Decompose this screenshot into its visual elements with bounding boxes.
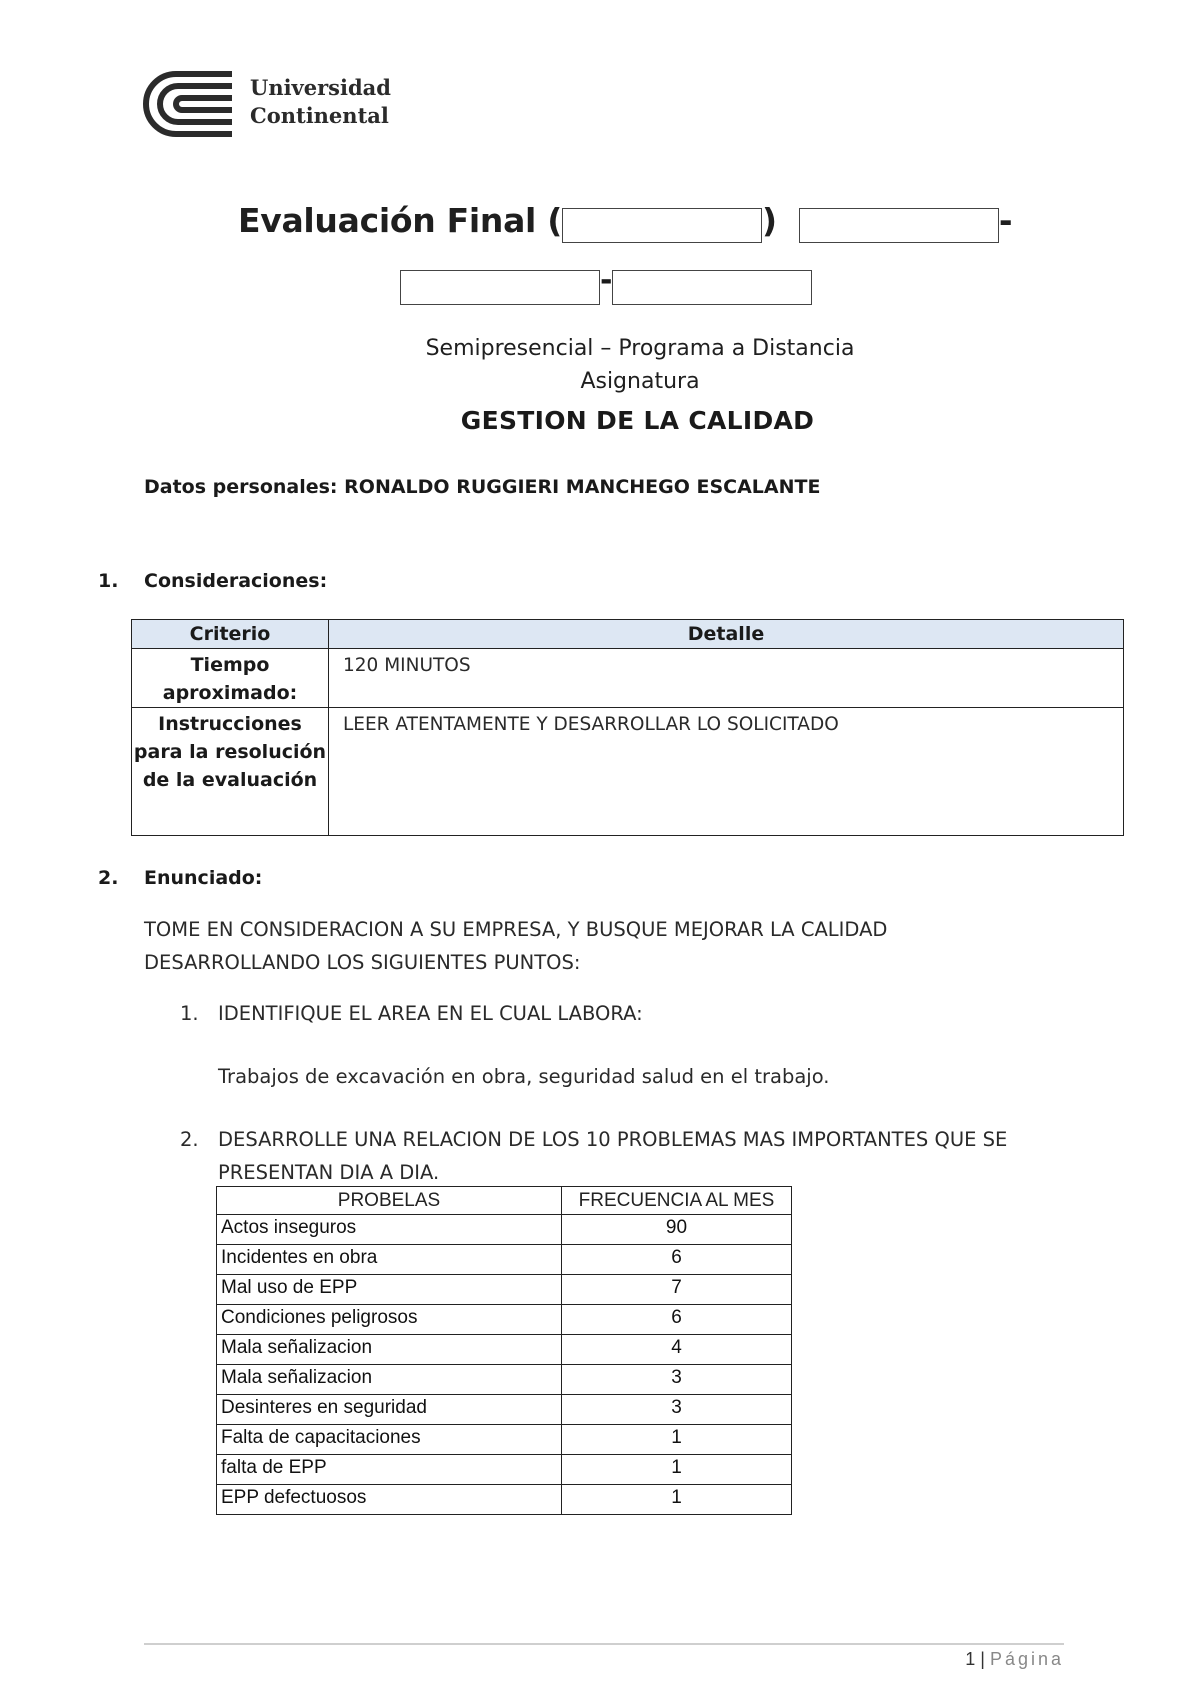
considerations-table <box>131 619 1124 836</box>
item-2-number: 2. <box>180 1128 199 1151</box>
problems-header-row <box>217 1187 792 1215</box>
problems-table <box>216 1186 792 1515</box>
frequency-cell: 1 <box>562 1425 792 1455</box>
detail-cell: 120 MINUTOS <box>329 649 1124 708</box>
item-2-text-line2: PRESENTAN DIA A DIA. <box>218 1161 440 1184</box>
frequency-cell: 4 <box>562 1335 792 1365</box>
considerations-header-row <box>132 620 1124 649</box>
frequency-cell: 7 <box>562 1275 792 1305</box>
item-1-text: IDENTIFIQUE EL AREA EN EL CUAL LABORA: <box>218 1002 643 1025</box>
university-logo-icon <box>140 70 236 138</box>
page-word: Página <box>989 1649 1064 1669</box>
section-2-title: Enunciado: <box>144 867 263 889</box>
table-row <box>217 1275 792 1305</box>
table-row <box>217 1365 792 1395</box>
student-name: RONALDO RUGGIERI MANCHEGO ESCALANTE <box>344 476 821 498</box>
section-1-title: Consideraciones: <box>144 570 328 592</box>
footer-divider <box>144 1643 1064 1645</box>
problem-cell: falta de EPP <box>217 1455 562 1485</box>
item-1-answer: Trabajos de excavación en obra, seguridad salud en el trabajo. <box>218 1065 830 1088</box>
frequency-cell: 3 <box>562 1395 792 1425</box>
item-2-text <box>218 1123 1007 1189</box>
subject-label: Asignatura <box>580 369 700 394</box>
table-row <box>217 1215 792 1245</box>
statement-intro-line2: DESARROLLANDO LOS SIGUIENTES PUNTOS: <box>144 951 581 974</box>
statement-intro-line1: TOME EN CONSIDERACION A SU EMPRESA, Y BUSQUE MEJORAR LA CALIDAD <box>144 918 888 941</box>
frequency-cell: 3 <box>562 1365 792 1395</box>
title-blank-1 <box>562 208 762 243</box>
course-name: GESTION DE LA CALIDAD <box>460 406 815 435</box>
criteria-cell: Instrucciones para la resolución de la evaluación <box>132 708 329 836</box>
title-blank-4 <box>612 270 812 305</box>
problem-cell: Mala señalizacion <box>217 1335 562 1365</box>
title-prefix: Evaluación Final ( <box>238 200 563 240</box>
item-2-text-line1: DESARROLLE UNA RELACION DE LOS 10 PROBLEMAS MAS IMPORTANTES QUE SE <box>218 1128 1008 1151</box>
personal-data <box>144 476 820 498</box>
table-row <box>132 649 1124 708</box>
table-row <box>217 1455 792 1485</box>
personal-label: Datos personales: <box>144 476 338 498</box>
frequency-cell: 90 <box>562 1215 792 1245</box>
table-row <box>217 1485 792 1515</box>
table-row <box>217 1425 792 1455</box>
title-blank-3 <box>400 270 600 305</box>
frequency-cell: 1 <box>562 1485 792 1515</box>
problem-cell: Actos inseguros <box>217 1215 562 1245</box>
statement-intro <box>144 913 887 979</box>
table-row <box>217 1245 792 1275</box>
problem-cell: Condiciones peligrosos <box>217 1305 562 1335</box>
problem-cell: EPP defectuosos <box>217 1485 562 1515</box>
problem-cell: Falta de capacitaciones <box>217 1425 562 1455</box>
criteria-header: Criterio <box>132 620 329 649</box>
table-row <box>217 1335 792 1365</box>
table-row <box>217 1395 792 1425</box>
page-separator: | <box>980 1649 985 1669</box>
problem-cell: Incidentes en obra <box>217 1245 562 1275</box>
frequency-cell: 1 <box>562 1455 792 1485</box>
criteria-cell: Tiempo aproximado: <box>132 649 329 708</box>
problem-header: PROBELAS <box>217 1187 562 1215</box>
evaluation-title-row2 <box>400 263 812 305</box>
evaluation-title <box>238 192 1012 248</box>
university-logo <box>140 68 400 143</box>
item-1-number: 1. <box>180 1002 199 1025</box>
detail-cell: LEER ATENTAMENTE Y DESARROLLAR LO SOLICITADO <box>329 708 1124 836</box>
frequency-header: FRECUENCIA AL MES <box>562 1187 792 1215</box>
logo-name-line1: Universidad <box>250 75 391 100</box>
table-row <box>217 1305 792 1335</box>
page-footer <box>965 1649 1064 1670</box>
modality-text: Semipresencial – Programa a Distancia <box>425 336 855 361</box>
page-number: 1 <box>965 1649 976 1669</box>
problem-cell: Mala señalizacion <box>217 1365 562 1395</box>
section-1-number: 1. <box>98 570 119 592</box>
problems-table-body <box>217 1215 792 1515</box>
logo-name-line2: Continental <box>250 103 389 128</box>
frequency-cell: 6 <box>562 1245 792 1275</box>
frequency-cell: 6 <box>562 1305 792 1335</box>
title-dash-2: - <box>600 263 613 298</box>
title-close-paren: ) <box>762 200 777 240</box>
problem-cell: Mal uso de EPP <box>217 1275 562 1305</box>
section-2-number: 2. <box>98 867 119 889</box>
title-dash-1: - <box>998 200 1013 240</box>
detail-header: Detalle <box>329 620 1124 649</box>
problem-cell: Desinteres en seguridad <box>217 1395 562 1425</box>
table-row <box>132 708 1124 836</box>
title-blank-2 <box>799 208 999 243</box>
